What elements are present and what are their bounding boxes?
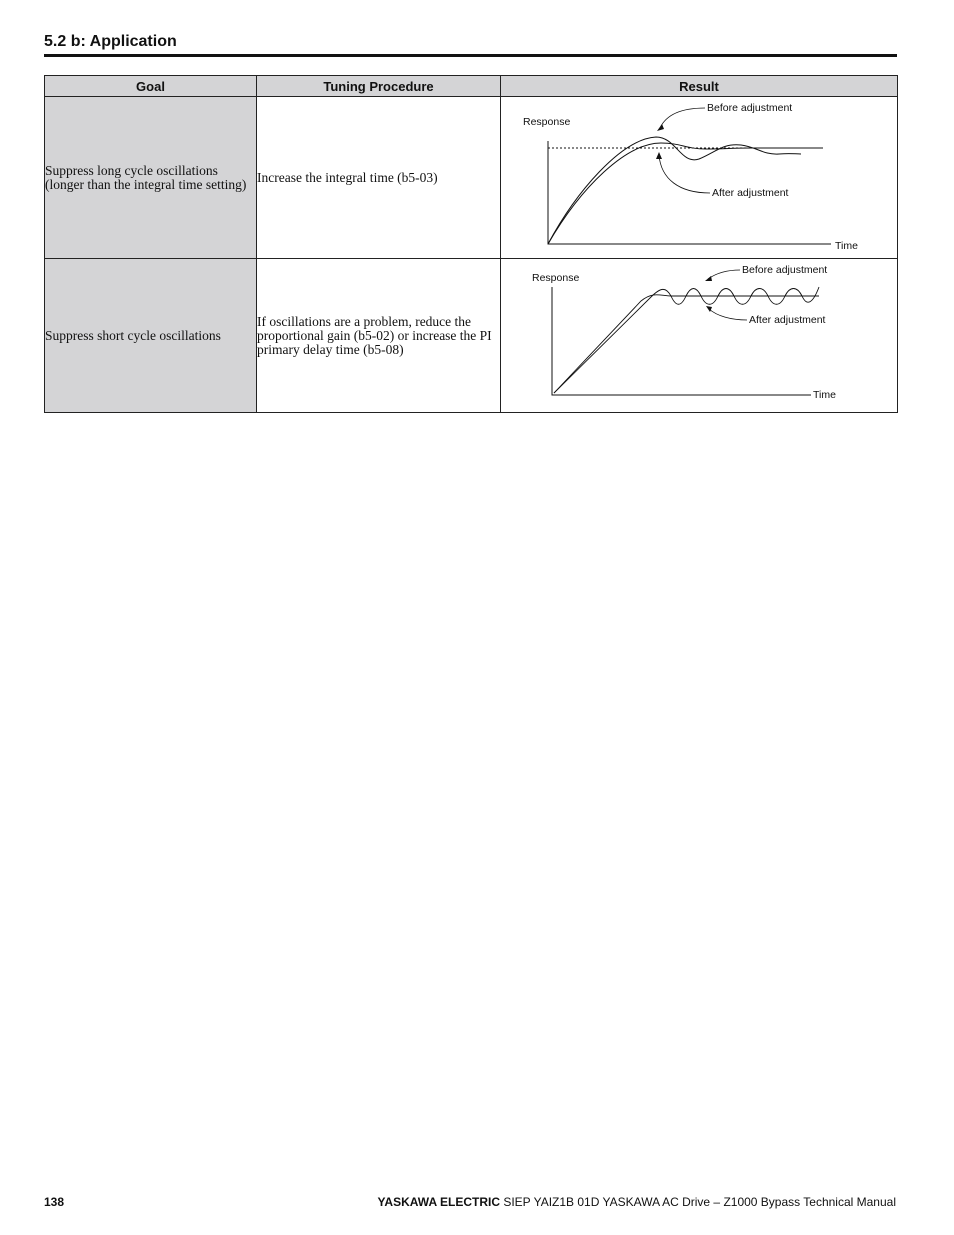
footer-text bbox=[378, 1195, 896, 1209]
after-adjustment-curve bbox=[554, 295, 819, 393]
table-header-row bbox=[45, 76, 898, 97]
table-row bbox=[45, 97, 898, 259]
after-arrowhead bbox=[656, 152, 662, 159]
result-cell bbox=[501, 97, 898, 259]
goal-cell: Suppress short cycle oscillations bbox=[45, 259, 257, 413]
axes bbox=[548, 141, 831, 244]
x-axis-label: Time bbox=[813, 389, 836, 401]
after-adjustment-label: After adjustment bbox=[749, 314, 826, 326]
header-procedure: Tuning Procedure bbox=[257, 76, 501, 97]
procedure-cell: Increase the integral time (b5-03) bbox=[257, 97, 501, 259]
y-axis-label: Response bbox=[532, 272, 580, 284]
after-leader bbox=[659, 155, 710, 193]
before-adjustment-label: Before adjustment bbox=[742, 264, 828, 276]
before-arrowhead bbox=[657, 124, 664, 131]
x-axis-label: Time bbox=[835, 240, 858, 252]
footer-brand: YASKAWA ELECTRIC bbox=[377, 1195, 500, 1209]
y-axis-label: Response bbox=[523, 116, 571, 128]
before-leader bbox=[660, 108, 705, 128]
short-cycle-response-figure bbox=[501, 259, 897, 412]
result-cell bbox=[501, 259, 898, 413]
header-result: Result bbox=[501, 76, 898, 97]
before-adjustment-label: Before adjustment bbox=[707, 102, 793, 114]
section-title: 5.2 b: Application bbox=[44, 33, 177, 50]
header-goal: Goal bbox=[45, 76, 257, 97]
before-arrowhead bbox=[705, 276, 712, 281]
goal-cell: Suppress long cycle oscillations (longer than the integral time setting) bbox=[45, 97, 257, 259]
table-row bbox=[45, 259, 898, 413]
long-cycle-response-figure bbox=[501, 97, 897, 258]
footer-manual: SIEP YAIZ1B 01D YASKAWA AC Drive – Z1000 Bypass Technical Manual bbox=[503, 1195, 896, 1209]
tuning-table bbox=[44, 75, 898, 413]
after-leader bbox=[709, 309, 747, 320]
before-leader bbox=[708, 270, 740, 279]
page-number: 138 bbox=[44, 1195, 65, 1209]
after-adjustment-label: After adjustment bbox=[712, 187, 789, 199]
before-adjustment-curve bbox=[554, 287, 819, 393]
title-rule bbox=[44, 54, 897, 57]
procedure-cell: If oscillations are a problem, reduce the proportional gain (b5-02) or increase the PI primary delay time (b5-08) bbox=[257, 259, 501, 413]
